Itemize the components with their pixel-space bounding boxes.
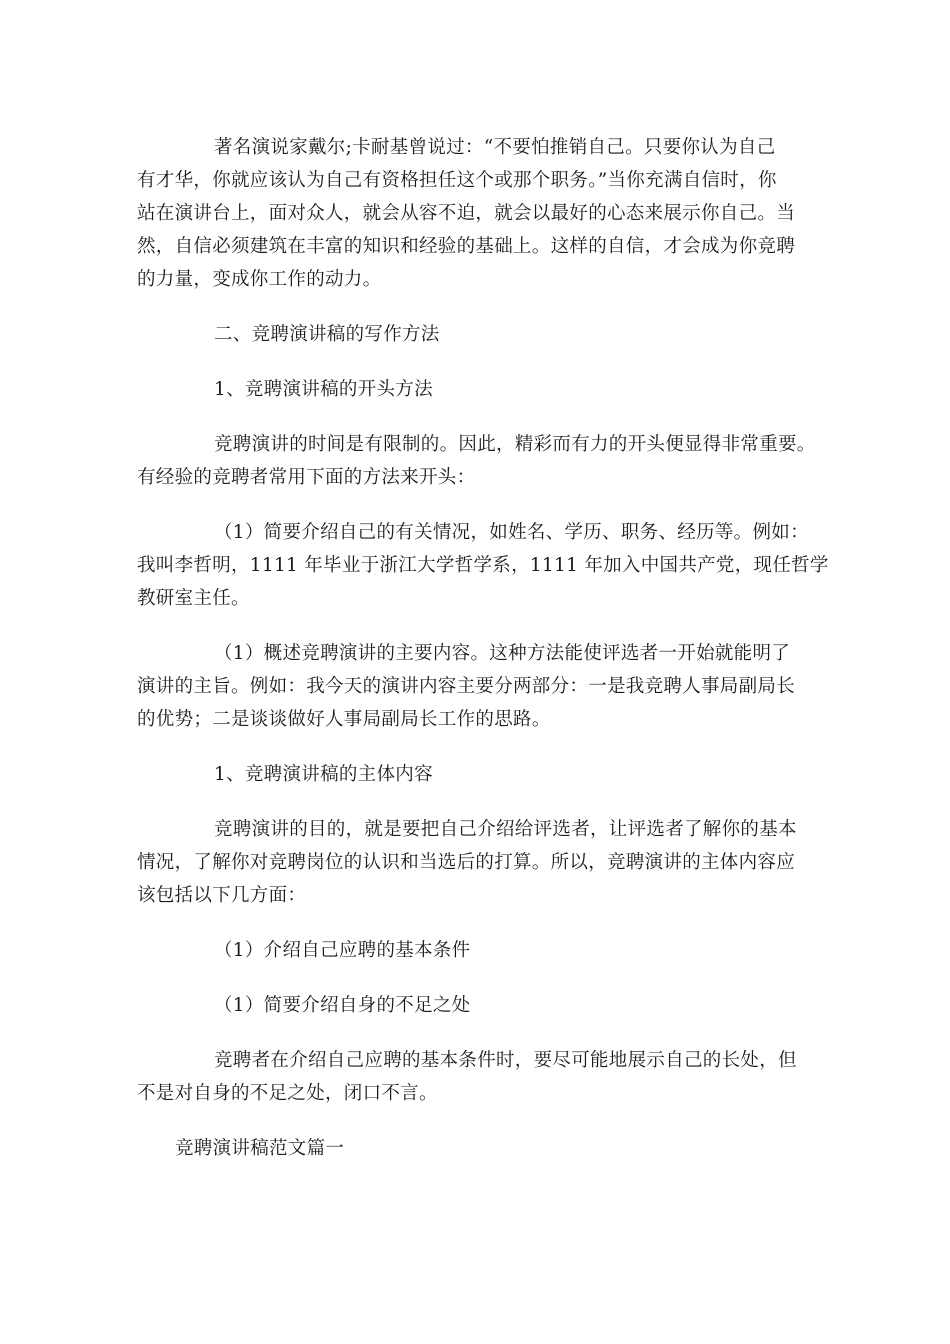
subheading-opening-method: 1、竞聘演讲稿的开头方法 — [214, 379, 433, 400]
paragraph-8-line-2: 不是对自身的不足之处，闭口不言。 — [137, 1083, 438, 1104]
paragraph-3-line-1: （1）简要介绍自己的有关情况，如姓名、学历、职务、经历等。例如： — [214, 522, 809, 543]
paragraph-2-line-1: 竞聘演讲的时间是有限制的。因此，精彩而有力的开头便显得非常重要。 — [214, 434, 816, 455]
paragraph-1-line-3: 站在演讲台上，面对众人，就会从容不迫，就会以最好的心态来展示你自己。当 — [137, 203, 796, 224]
paragraph-3-line-3: 教研室主任。 — [137, 588, 250, 609]
paragraph-4-line-3: 的优势；二是谈谈做好人事局副局长工作的思路。 — [137, 709, 551, 730]
subheading-body-content: 1、竞聘演讲稿的主体内容 — [214, 764, 433, 785]
list-item-shortcomings: （1）简要介绍自身的不足之处 — [214, 995, 471, 1016]
paragraph-2-line-2: 有经验的竞聘者常用下面的方法来开头： — [137, 467, 476, 488]
list-item-basic-conditions: （1）介绍自己应聘的基本条件 — [214, 940, 471, 961]
paragraph-1-line-5: 的力量，变成你工作的动力。 — [137, 269, 382, 290]
sample-speech-heading: 竞聘演讲稿范文篇一 — [175, 1138, 345, 1159]
paragraph-4-line-2: 演讲的主旨。例如：我今天的演讲内容主要分两部分：一是我竞聘人事局副局长 — [137, 676, 796, 697]
paragraph-3-line-2: 我叫李哲明，1111 年毕业于浙江大学哲学系，1111 年加入中国共产党，现任哲学 — [137, 555, 829, 576]
paragraph-5-line-2: 情况，了解你对竞聘岗位的认识和当选后的打算。所以，竞聘演讲的主体内容应 — [137, 852, 796, 873]
paragraph-1-line-4: 然，自信必须建筑在丰富的知识和经验的基础上。这样的自信，才会成为你竞聘 — [137, 236, 796, 257]
paragraph-1-line-1: 著名演说家戴尔;卡耐基曾说过：“不要怕推销自己。只要你认为自己 — [214, 137, 776, 158]
paragraph-5-line-1: 竞聘演讲的目的，就是要把自己介绍给评选者，让评选者了解你的基本 — [214, 819, 797, 840]
paragraph-8-line-1: 竞聘者在介绍自己应聘的基本条件时，要尽可能地展示自己的长处，但 — [214, 1050, 797, 1071]
paragraph-5-line-3: 该包括以下几方面： — [137, 885, 307, 906]
paragraph-1-line-2: 有才华，你就应该认为自己有资格担任这个或那个职务。”当你充满自信时，你 — [137, 170, 777, 191]
section-heading-writing-method: 二、竞聘演讲稿的写作方法 — [214, 324, 440, 345]
paragraph-4-line-1: （1）概述竞聘演讲的主要内容。这种方法能使评选者一开始就能明了 — [214, 643, 791, 664]
